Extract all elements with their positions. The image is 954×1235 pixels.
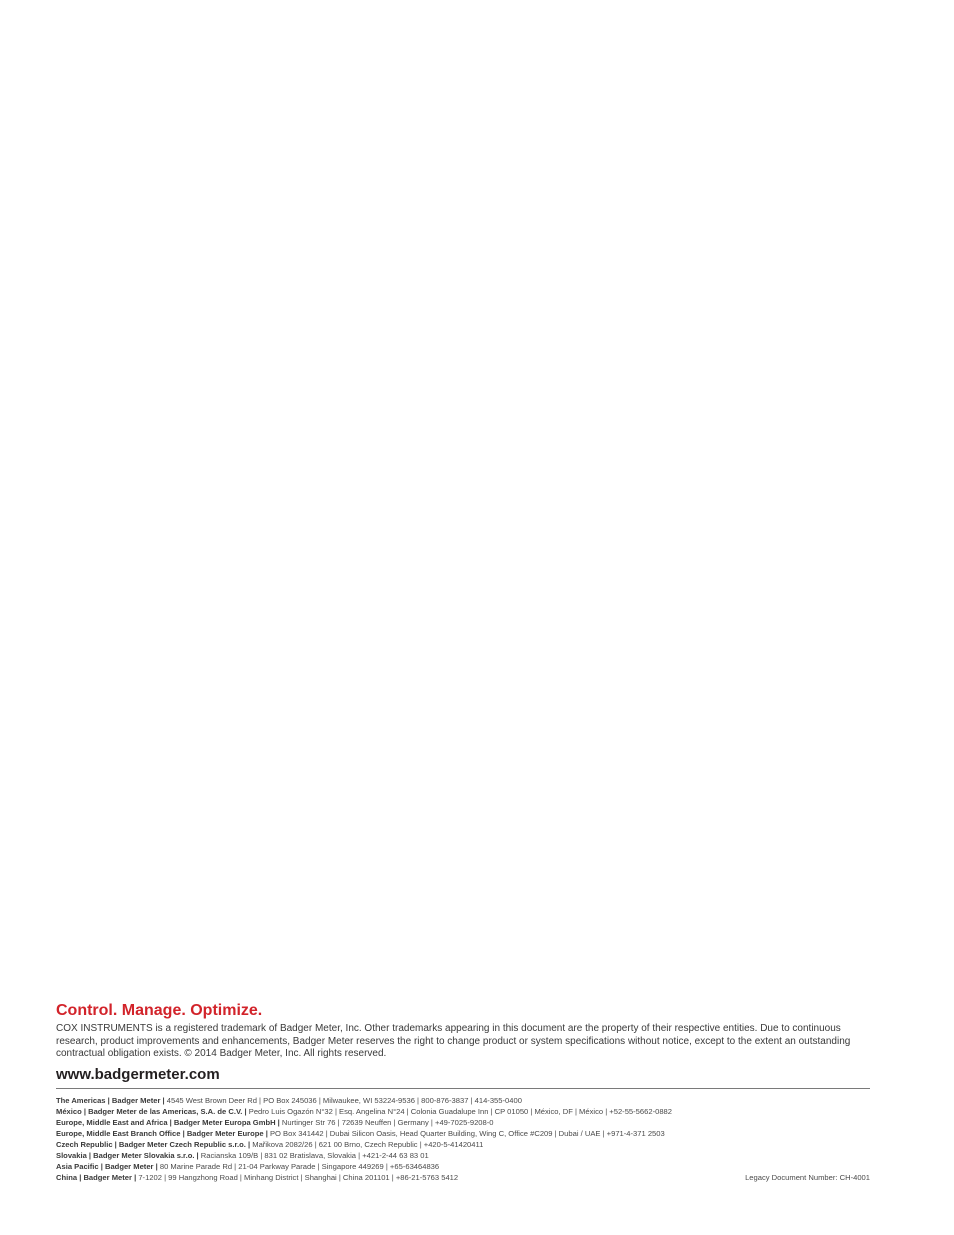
office-address-list — [56, 1095, 870, 1183]
address-details: 7-1202 | 99 Hangzhong Road | Minhang District | Shanghai | China 201101 | +86-21-5763 5412 — [136, 1172, 459, 1182]
address-region: Czech Republic | Badger Meter Czech Republic s.r.o. | — [56, 1139, 251, 1149]
trademark-disclaimer: COX INSTRUMENTS is a registered trademark of Badger Meter, Inc. Other trademarks appearing in this document are the property of their respective entities. Due to continuous research, product improvements and enhancements, Badger Meter reserves the right to change product or system specifications without notice, except to the extent an outstanding contractual obligation exists. © 2014 Badger Meter, Inc. All rights reserved. — [56, 1023, 851, 1060]
address-region: Asia Pacific | Badger Meter | — [56, 1161, 158, 1171]
address-details: 80 Marine Parade Rd | 21-04 Parkway Parade | Singapore 449269 | +65-63464836 — [157, 1161, 440, 1171]
address-line-middle-east — [56, 1128, 870, 1139]
tagline: Control. Manage. Optimize. — [56, 1002, 263, 1019]
address-line-asia-pacific — [56, 1161, 870, 1172]
website-link[interactable]: www.badgermeter.com — [56, 1065, 220, 1083]
address-details: Pedro Luis Ogazón N°32 | Esq. Angelina N°24 | Colonia Guadalupe Inn | CP 01050 | México, DF | México | +52-55-5662-0882 — [246, 1106, 672, 1116]
address-details: Mařikova 2082/26 | 621 00 Brno, Czech Republic | +420-5-41420411 — [250, 1139, 484, 1149]
address-line-americas — [56, 1095, 870, 1106]
address-region: Europe, Middle East Branch Office | Badger Meter Europe | — [56, 1128, 268, 1138]
address-region: México | Badger Meter de las Americas, S.A. de C.V. | — [56, 1106, 247, 1116]
legacy-document-number: Legacy Document Number: CH-4001 — [745, 1172, 870, 1182]
address-region: China | Badger Meter | — [56, 1172, 137, 1182]
address-details: Nurtinger Str 76 | 72639 Neuffen | Germany | +49-7025-9208-0 — [279, 1117, 494, 1127]
address-line-slovakia — [56, 1150, 870, 1161]
address-region: Europe, Middle East and Africa | Badger Meter Europa GmbH | — [56, 1117, 280, 1127]
address-line-emea — [56, 1117, 870, 1128]
footer-divider — [56, 1088, 870, 1089]
address-details: Racianska 109/B | 831 02 Bratislava, Slovakia | +421-2-44 63 83 01 — [198, 1150, 429, 1160]
address-details: 4545 West Brown Deer Rd | PO Box 245036 | Milwaukee, WI 53224-9536 | 800-876-3837 | 414-355-0400 — [164, 1095, 522, 1105]
address-line-mexico — [56, 1106, 870, 1117]
address-region: The Americas | Badger Meter | — [56, 1095, 165, 1105]
address-line-czech — [56, 1139, 870, 1150]
address-details: PO Box 341442 | Dubai Silicon Oasis, Head Quarter Building, Wing C, Office #C209 | Dubai / UAE | +971-4-371 2503 — [267, 1128, 665, 1138]
page-footer — [56, 1001, 870, 1183]
address-region: Slovakia | Badger Meter Slovakia s.r.o. | — [56, 1150, 199, 1160]
